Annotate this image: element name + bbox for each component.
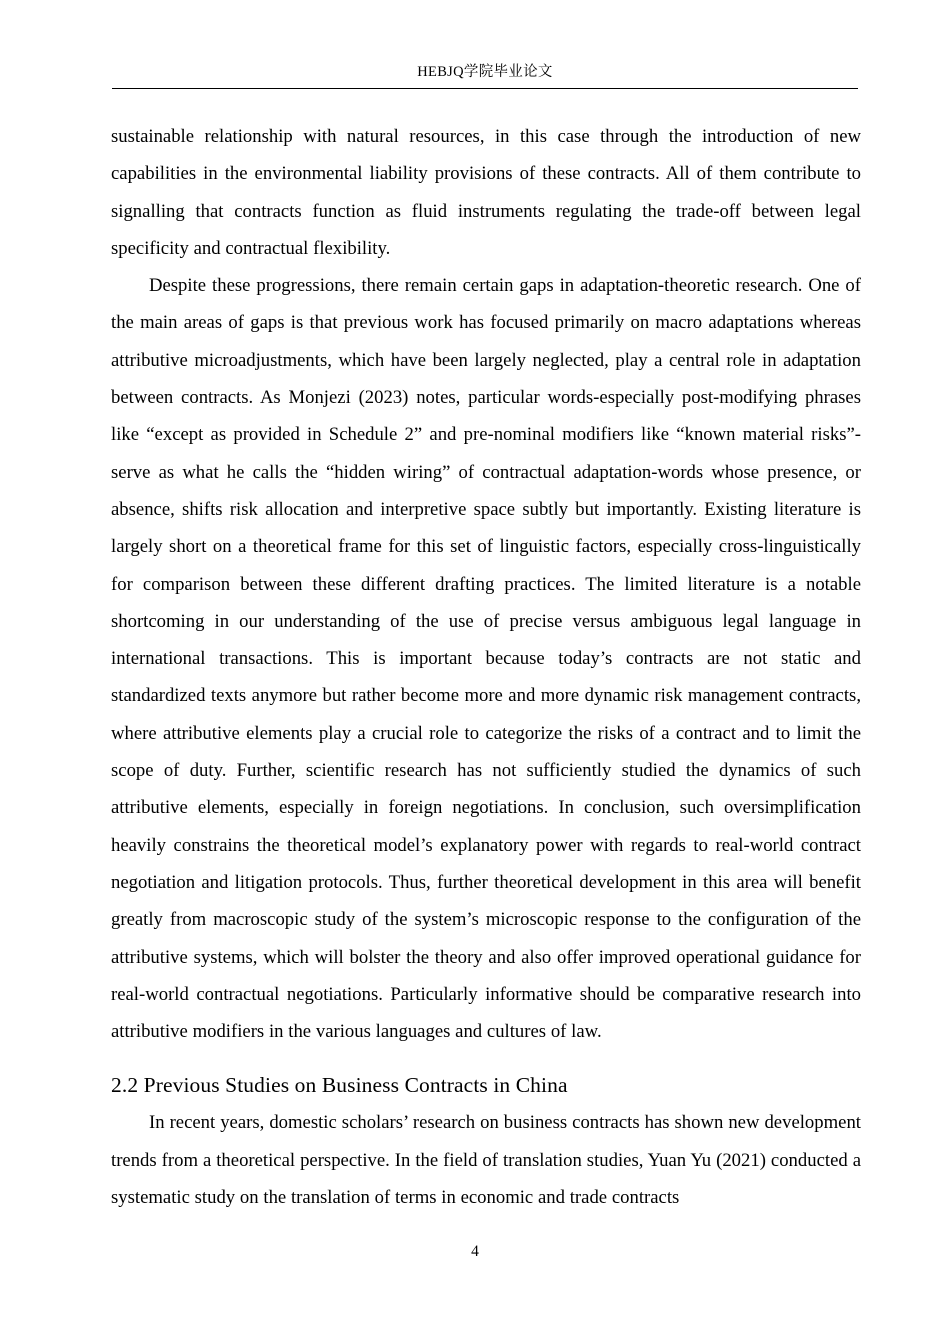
body-paragraph-domestic-scholars: In recent years, domestic scholars’ research on business contracts has shown new development trends from a theoretical perspective. In the field of translation studies, Yuan Yu (2021) conducted a systematic study on the translation of terms in economic and trade contracts (111, 1112, 861, 1209)
page-content-column (111, 118, 861, 1216)
running-header-title: HEBJQ学院毕业论文 (417, 64, 553, 80)
body-paragraph-research-gaps: Despite these progressions, there remain certain gaps in adaptation-theoretic research. One of the main areas of gaps is that previous work has focused primarily on macro adaptations whereas attributive microadjustments, which have been largely neglected, play a central role in adaptation between contracts. As Monjezi (2023) notes, particular words-especially post-modifying phrases like “except as provided in Schedule 2” and pre-nominal modifiers like “known material risks”-serve as what he calls the “hidden wiring” of contractual adaptation-words whose presence, or absence, shifts risk allocation and interpretive space subtly but importantly. Existing literature is largely short on a theoretical frame for this set of linguistic factors, especially cross-linguistically for comparison between these different drafting practices. The limited literature is a notable shortcoming in our understanding of the use of precise versus ambiguous legal language in international transactions. This is important because today’s contracts are not static and standardized texts anymore but rather become more and more dynamic risk management contracts, where attributive elements play a crucial role to categorize the risks of a contract and to limit the scope of duty. Further, scientific research has not sufficiently studied the dynamics of such attributive elements, especially in foreign negotiations. In conclusion, such oversimplification heavily constrains the theoretical model’s explanatory power with regards to real-world contract negotiation and litigation protocols. Thus, further theoretical development in this area will benefit greatly from macroscopic study of the system’s microscopic response to the configuration of the attributive systems, which will bolster the theory and also offer improved operational guidance for real-world contractual negotiations. Particularly informative should be comparative research into attributive modifiers in the various languages and cultures of law. (111, 275, 861, 1043)
page-number: 4 (471, 1243, 479, 1260)
header-divider-rule (112, 88, 858, 89)
body-paragraph-continuation: sustainable relationship with natural resources, in this case through the introduction of new capabilities in the environmental liability provisions of these contracts. All of them contribute to signalling that contracts function as fluid instruments regulating the trade-off between legal specificity and contractual flexibility. (111, 126, 861, 259)
section-heading-2-2: 2.2 Previous Studies on Business Contracts in China (111, 1073, 568, 1098)
